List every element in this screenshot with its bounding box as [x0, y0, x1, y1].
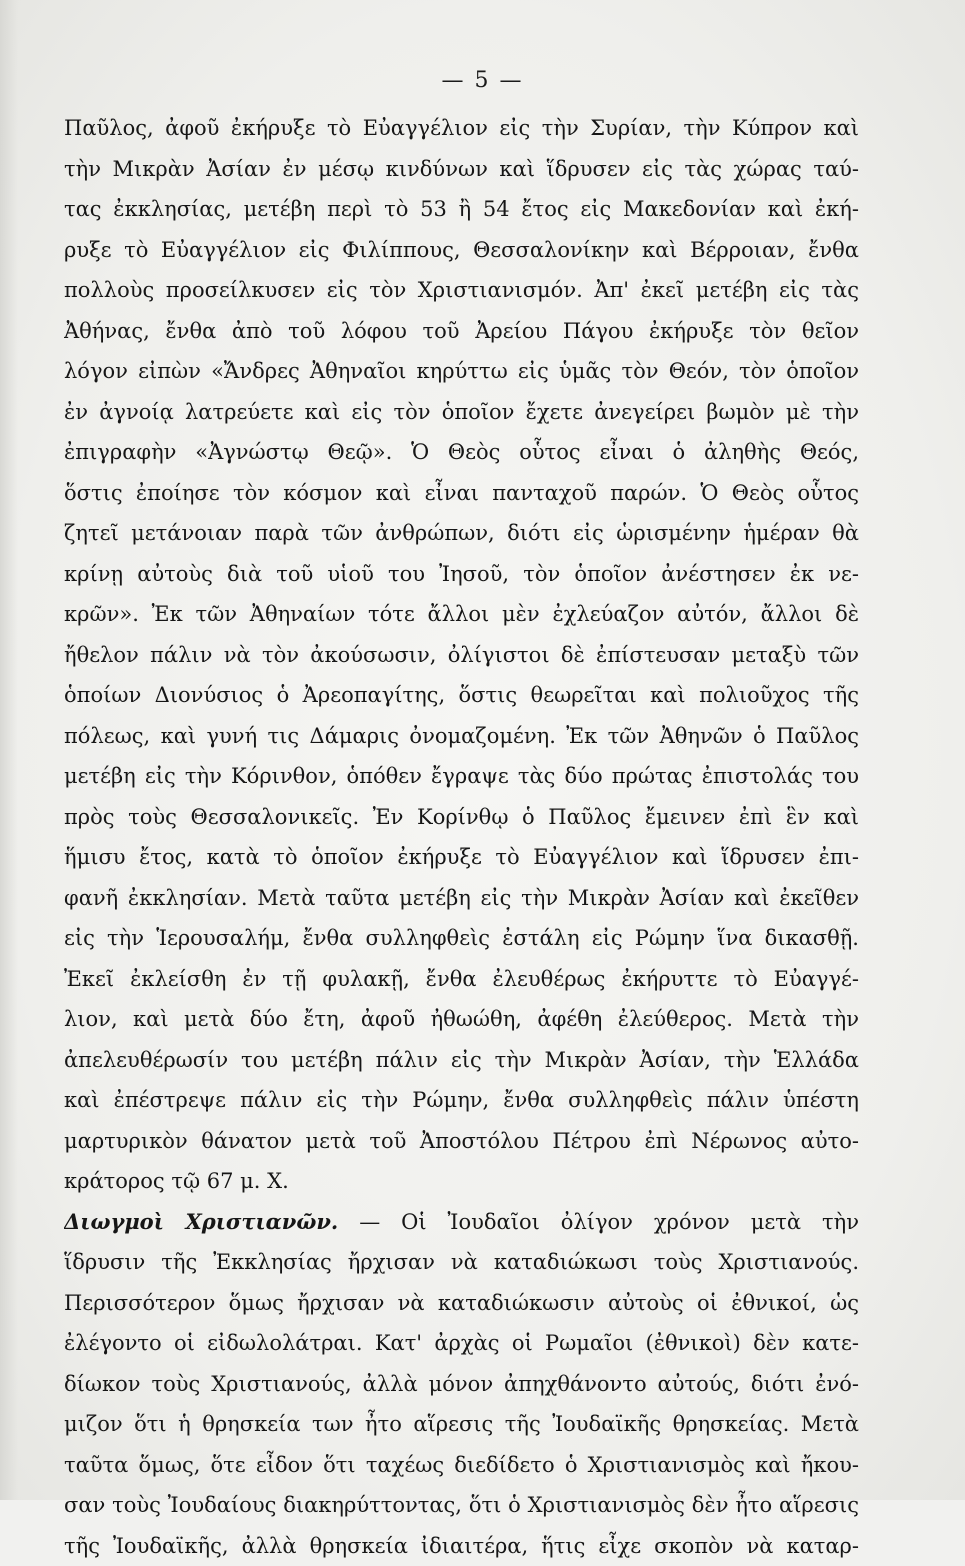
- text-line: τας ἐκκλησίας, μετέβη περὶ τὸ 53 ἢ 54 ἔτος εἰς Μακεδονίαν καὶ ἐκή-: [64, 189, 859, 230]
- text-line: πρὸς τοὺς Θεσσαλονικεῖς. Ἐν Κορίνθῳ ὁ Παῦλος ἔμεινεν ἐπὶ ἓν καὶ: [64, 797, 859, 838]
- page-edge-shadow: [0, 0, 18, 1500]
- text-line: ὁποίων Διονύσιος ὁ Ἀρεοπαγίτης, ὅστις θεωρεῖται καὶ πολιοῦχος τῆς: [64, 675, 859, 716]
- text-line: ὅστις ἐποίησε τὸν κόσμον καὶ εἶναι πανταχοῦ παρών. Ὁ Θεὸς οὗτος: [64, 473, 859, 514]
- text-line: φανῆ ἐκκλησίαν. Μετὰ ταῦτα μετέβη εἰς τὴν Μικρὰν Ἀσίαν καὶ ἐκεῖθεν: [64, 878, 859, 919]
- text-line: ρυξε τὸ Εὐαγγέλιον εἰς Φιλίππους, Θεσσαλονίκην καὶ Βέρροιαν, ἔνθα: [64, 230, 859, 271]
- text-line: εἰς τὴν Ἱερουσαλήμ, ἔνθα συλληφθεὶς ἐστάλη εἰς Ρώμην ἵνα δικασθῇ.: [64, 918, 859, 959]
- text-line: μετέβη εἰς τὴν Κόρινθον, ὁπόθεν ἔγραψε τὰς δύο πρώτας ἐπιστολάς του: [64, 756, 859, 797]
- text-line: μιζον ὅτι ἡ θρησκεία των ἦτο αἵρεσις τῆς Ἰουδαϊκῆς θρησκείας. Μετὰ: [64, 1404, 859, 1445]
- text-line: κρῶν». Ἐκ τῶν Ἀθηναίων τότε ἄλλοι μὲν ἐχλεύαζον αὐτόν, ἄλλοι δὲ: [64, 594, 859, 635]
- section-first-line-text: — Οἱ Ἰουδαῖοι ὀλίγον χρόνον μετὰ τὴν: [359, 1210, 859, 1234]
- text-line: ἐπιγραφὴν «Ἀγνώστῳ Θεῷ». Ὁ Θεὸς οὗτος εἶναι ὁ ἀληθὴς Θεός,: [64, 432, 859, 473]
- text-line: ἀπελευθέρωσίν του μετέβη πάλιν εἰς τὴν Μικρὰν Ἀσίαν, τὴν Ἑλλάδα: [64, 1040, 859, 1081]
- text-line: μαρτυρικὸν θάνατον μετὰ τοῦ Ἀποστόλου Πέτρου ἐπὶ Νέρωνος αὐτο-: [64, 1121, 859, 1162]
- text-line: τὴν Μικρὰν Ἀσίαν ἐν μέσῳ κινδύνων καὶ ἵδρυσεν εἰς τὰς χώρας ταύ-: [64, 149, 859, 190]
- text-line: ἤθελον πάλιν νὰ τὸν ἀκούσωσιν, ὀλίγιστοι δὲ ἐπίστευσαν μεταξὺ τῶν: [64, 635, 859, 676]
- text-line: λιον, καὶ μετὰ δύο ἔτη, ἀφοῦ ἠθωώθη, ἀφέθη ἐλεύθερος. Μετὰ τὴν: [64, 999, 859, 1040]
- text-line: Περισσότερον ὅμως ἤρχισαν νὰ καταδιώκωσιν αὐτοὺς οἱ ἐθνικοί, ὡς: [64, 1283, 859, 1324]
- section-first-line: [64, 1202, 859, 1243]
- text-line: δίωκον τοὺς Χριστιανούς, ἀλλὰ μόνον ἀπηχθάνοντο αὐτούς, διότι ἐνό-: [64, 1364, 859, 1405]
- text-line: ζητεῖ μετάνοιαν παρὰ τῶν ἀνθρώπων, διότι εἰς ὡρισμένην ἡμέραν θὰ: [64, 513, 859, 554]
- text-line: Ἐκεῖ ἐκλείσθη ἐν τῇ φυλακῇ, ἔνθα ἐλευθέρως ἐκήρυττε τὸ Εὐαγγέ-: [64, 959, 859, 1000]
- text-line: ἵδρυσιν τῆς Ἐκκλησίας ἤρχισαν νὰ καταδιώκωσι τοὺς Χριστιανούς.: [64, 1242, 859, 1283]
- text-line: πόλεως, καὶ γυνή τις Δάμαρις ὀνομαζομένη. Ἐκ τῶν Ἀθηνῶν ὁ Παῦλος: [64, 716, 859, 757]
- text-line: ἐλέγοντο οἱ εἰδωλολάτραι. Κατ' ἀρχὰς οἱ Ρωμαῖοι (ἐθνικοὶ) δὲν κατε-: [64, 1323, 859, 1364]
- text-line: κρίνῃ αὐτοὺς διὰ τοῦ υἱοῦ του Ἰησοῦ, τὸν ὁποῖον ἀνέστησεν ἐκ νε-: [64, 554, 859, 595]
- text-line: πολλοὺς προσείλκυσεν εἰς τὸν Χριστιανισμόν. Ἀπ' ἐκεῖ μετέβη εἰς τὰς: [64, 270, 859, 311]
- text-line: κράτορος τῷ 67 μ. Χ.: [64, 1161, 859, 1202]
- text-line: λόγον εἰπὼν «Ἄνδρες Ἀθηναῖοι κηρύττω εἰς ὑμᾶς τὸν Θεόν, τὸν ὁποῖον: [64, 351, 859, 392]
- page-number: — 5 —: [0, 68, 965, 93]
- text-line: καὶ ἐπέστρεψε πάλιν εἰς τὴν Ρώμην, ἔνθα συλληφθεὶς πάλιν ὑπέστη: [64, 1080, 859, 1121]
- text-line: Παῦλος, ἀφοῦ ἐκήρυξε τὸ Εὐαγγέλιον εἰς τὴν Συρίαν, τὴν Κύπρον καὶ: [64, 108, 859, 149]
- section-heading: Διωγμοὶ Χριστιανῶν.: [64, 1209, 338, 1234]
- text-line: σαν τοὺς Ἰουδαίους διακηρύττοντας, ὅτι ὁ Χριστιανισμὸς δὲν ἦτο αἵρεσις: [64, 1485, 859, 1526]
- text-line: τῆς Ἰουδαϊκῆς, ἀλλὰ θρησκεία ἰδιαιτέρα, ἥτις εἶχε σκοπὸν νὰ καταρ-: [64, 1526, 859, 1566]
- text-line: ἐν ἀγνοίᾳ λατρεύετε καὶ εἰς τὸν ὁποῖον ἔχετε ἀνεγείρει βωμὸν μὲ τὴν: [64, 392, 859, 433]
- body-text: [64, 108, 859, 1566]
- text-line: ἥμισυ ἔτος, κατὰ τὸ ὁποῖον ἐκήρυξε τὸ Εὐαγγέλιον καὶ ἵδρυσεν ἐπι-: [64, 837, 859, 878]
- text-line: Ἀθήνας, ἔνθα ἀπὸ τοῦ λόφου τοῦ Ἀρείου Πάγου ἐκήρυξε τὸν θεῖον: [64, 311, 859, 352]
- text-line: ταῦτα ὅμως, ὅτε εἶδον ὅτι ταχέως διεδίδετο ὁ Χριστιανισμὸς καὶ ἤκου-: [64, 1445, 859, 1486]
